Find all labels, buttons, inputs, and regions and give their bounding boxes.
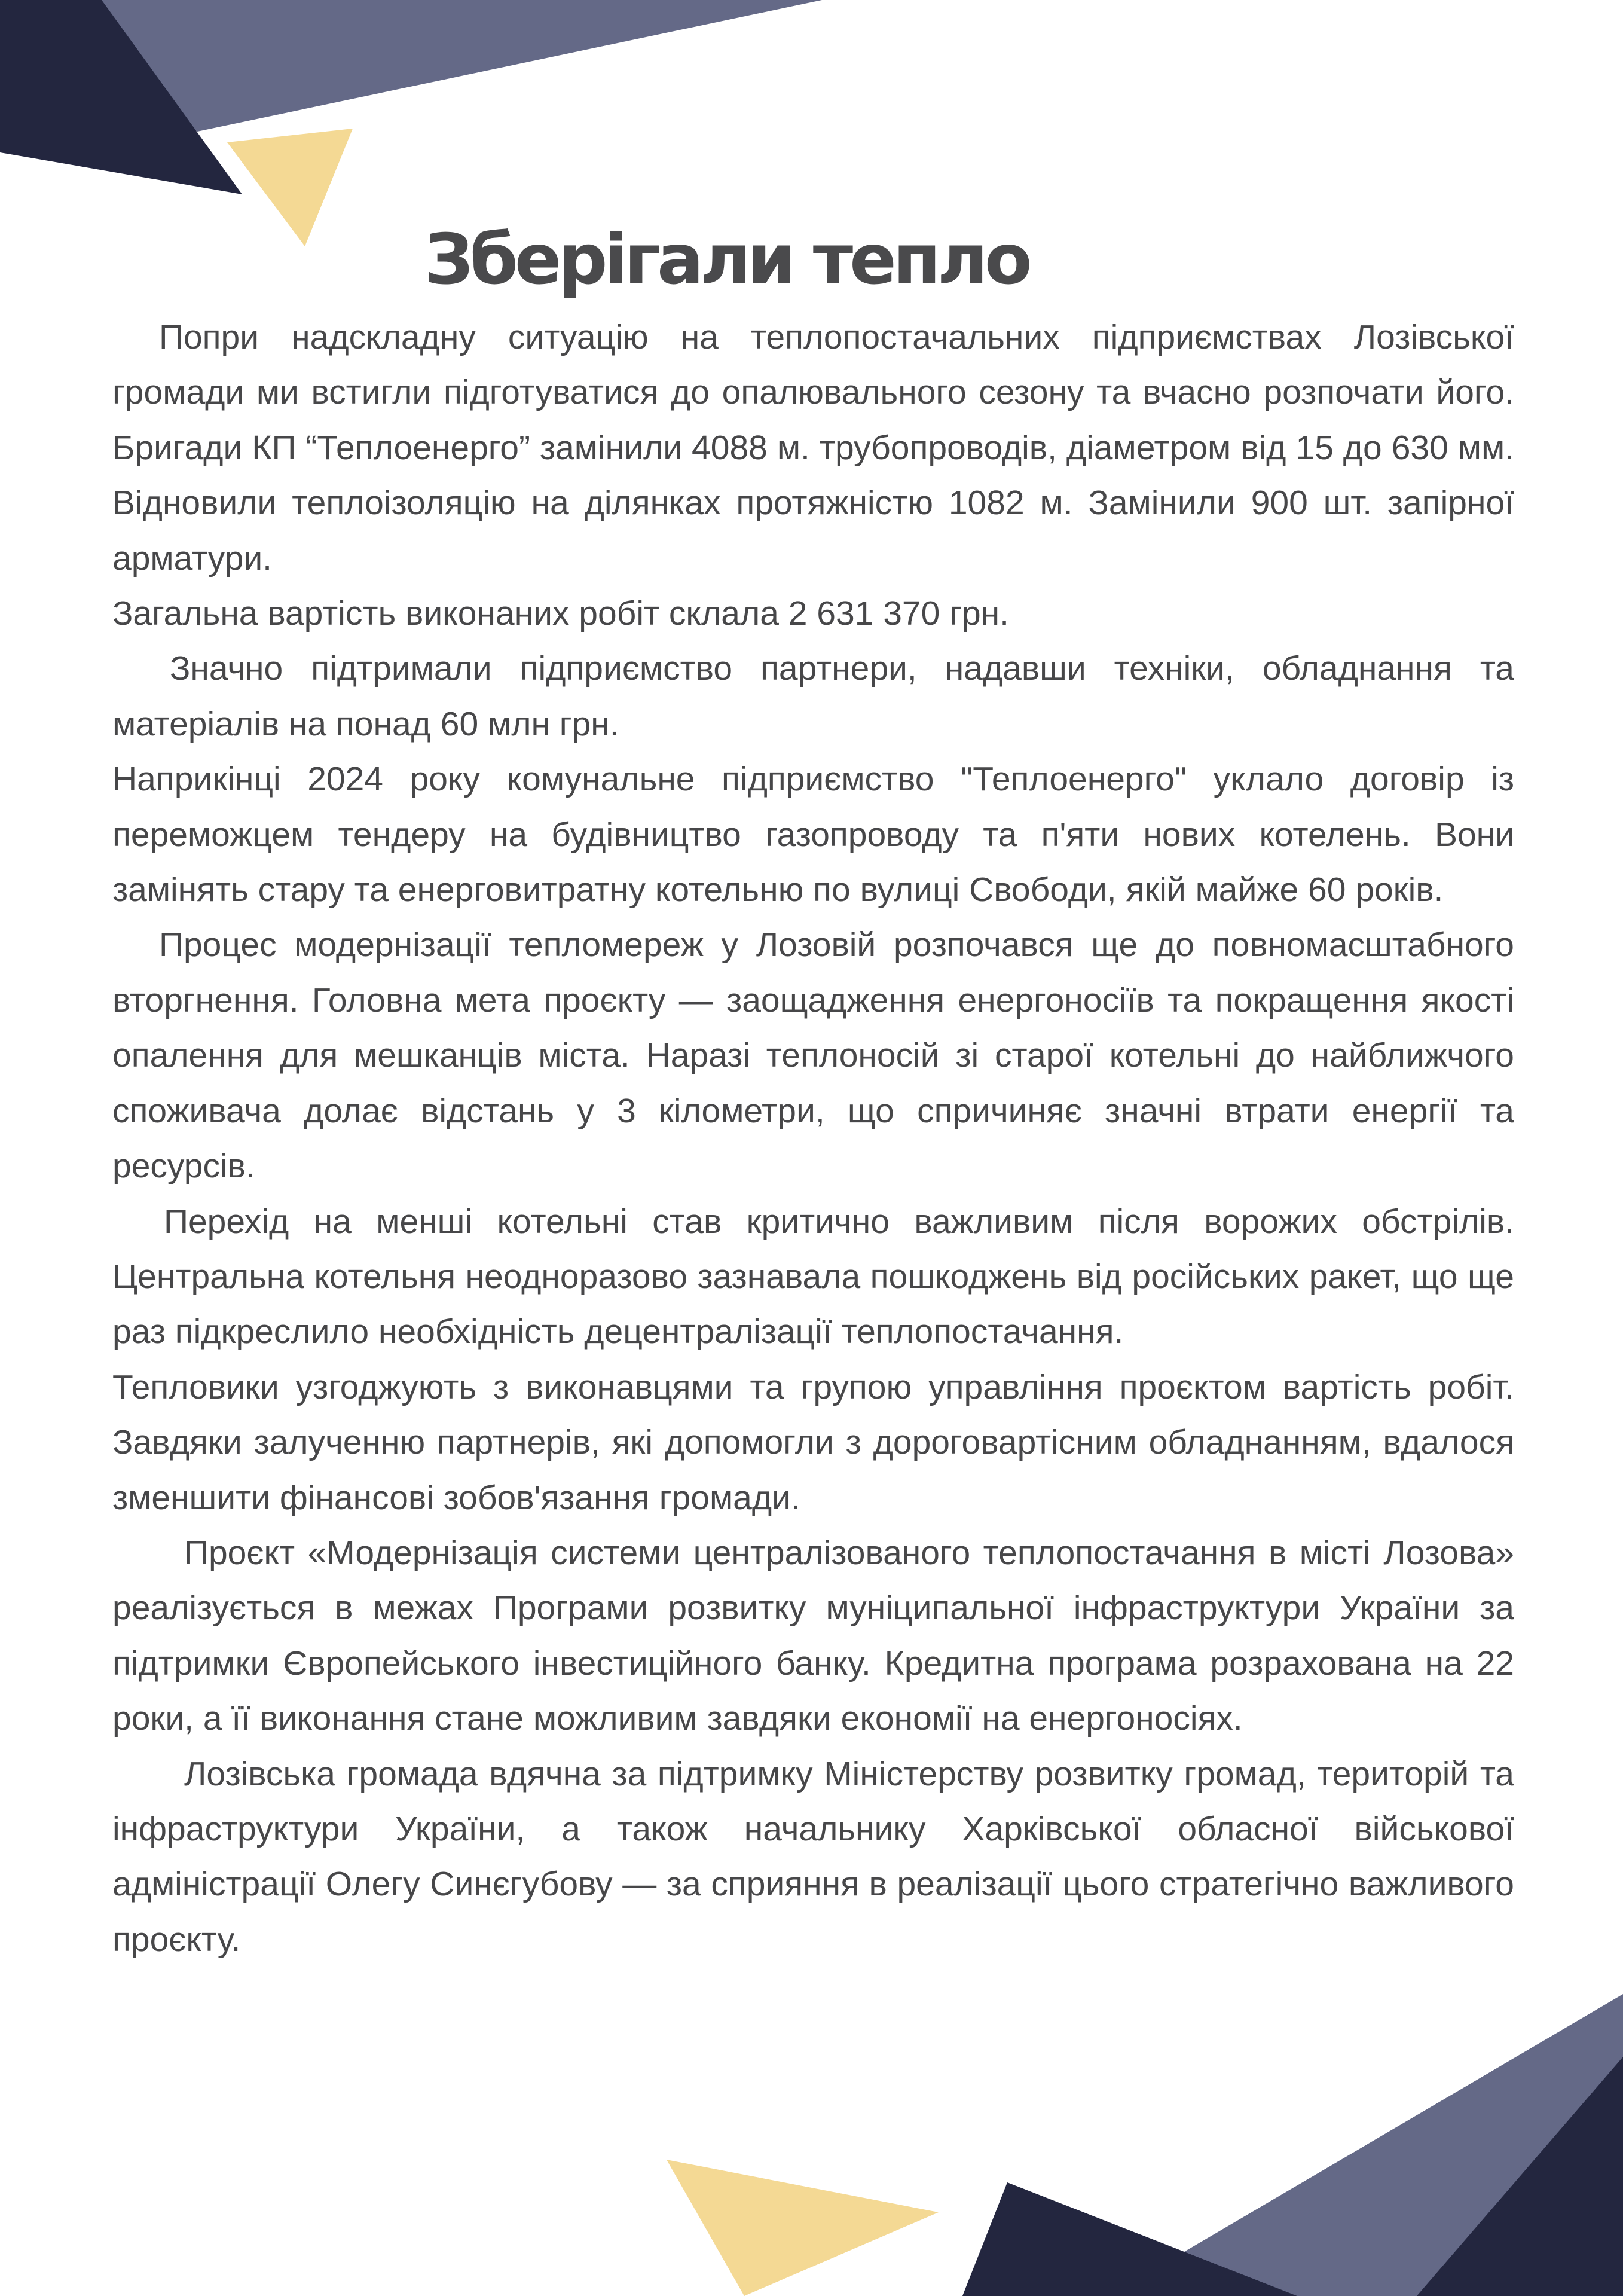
paragraph-partners-support: Значно підтримали підприємство партнери, надавши техніки, обладнання та матеріалів на понад 60 млн грн. (112, 649, 1514, 743)
article-body (112, 310, 1514, 1967)
page-title: Зберігали тепло (424, 219, 1029, 300)
paragraph-project-program: Проєкт «Модернізація системи централізованого теплопостачання в місті Лозова» реалізується в межах Програми розвитку муніципальної інфраструктури України за підтримки Європейського інвестиційного банку. Кредитна програма розрахована на 22 роки, а її виконання стане можливим завдяки економії на енергоносіях. (112, 1533, 1514, 1738)
paragraph-new-boiler-contract: Наприкінці 2024 року комунальне підприємство "Теплоенерго" уклало договір із переможцем тендеру на будівництво газопроводу та п'яти нових котелень. Вони замінять стару та енерговитратну котельню по вулиці Свободи, якій майже 60 років. (112, 760, 1514, 909)
bottom-gold-triangle (667, 2160, 939, 2296)
paragraph-modernization-process: Процес модернізації тепломереж у Лозовій розпочався ще до повномасштабного вторгнення. Головна мета проєкту — заощадження енергоносіїв та покращення якості опалення для мешканців міста. Наразі теплоносій зі старої котельні до найближчого споживача долає відстань у 3 кілометри, що спричиняє значні втрати енергії та ресурсів. (112, 926, 1514, 1186)
paragraph-total-cost: Загальна вартість виконаних робіт склала 2 631 370 грн. (112, 594, 1009, 633)
paragraph-cost-agreement: Тепловики узгоджують з виконавцями та групою управління проєктом вартість робіт. Завдяки залученню партнерів, які допомогли з дороговартісним обладнанням, вдалося зменшити фінансові зобов'язання громади. (112, 1367, 1514, 1517)
paragraph-decentralization: Перехід на менші котельні став критично важливим після ворожих обстрілів. Центральна котельня неодноразово зазнавала пошкоджень від російських ракет, що ще раз підкреслило необхідність децентралізації теплопостачання. (112, 1202, 1514, 1351)
paragraph-gratitude: Лозівська громада вдячна за підтримку Міністерству розвитку громад, територій та інфраструктури України, а також начальнику Харківської обласної військової адміністрації Олегу Синєгубову — за сприяння в реалізації цього стратегічно важливого проєкту. (112, 1754, 1514, 1959)
paragraph-heating-preparation: Попри надскладну ситуацію на теплопостачальних підприємствах Лозівської громади ми встигли підготуватися до опалювального сезону та вчасно розпочати його. Бригади КП “Теплоенерго” замінили 4088 м. трубопроводів, діаметром від 15 до 630 мм. Відновили теплоізоляцію на ділянках протяжністю 1082 м. Замінили 900 шт. запірної арматури. (112, 318, 1514, 578)
